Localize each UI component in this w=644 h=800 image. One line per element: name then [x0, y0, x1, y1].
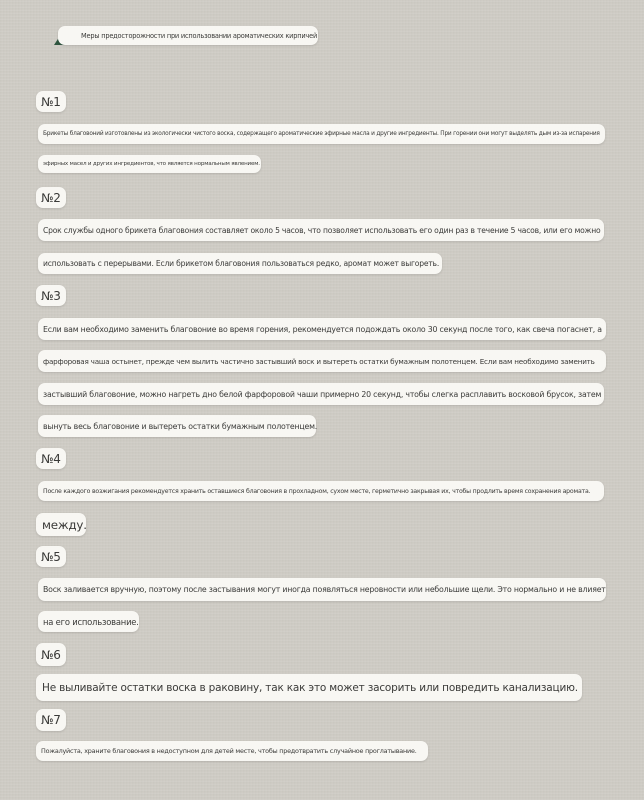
section-number: №5: [36, 546, 66, 567]
section-line: эфирных масел и других ингредиентов, что является нормальным явлением.: [38, 155, 261, 173]
section-line: Воск заливается вручную, поэтому после застывания могут иногда появляться неровности или небольшие щели. Это нормально и не влияет: [38, 578, 606, 601]
page-title: [58, 26, 318, 45]
section-line: Не выливайте остатки воска в раковину, так как это может засорить или повредить канализацию.: [36, 674, 582, 701]
section-line: Если вам необходимо заменить благовоние во время горения, рекомендуется подождать около 30 секунд после того, как свеча погаснет, а: [38, 318, 606, 340]
section-line: застывший благовоние, можно нагреть дно белой фарфоровой чаши примерно 20 секунд, чтобы слегка расплавить восковой брусок, затем: [38, 383, 604, 405]
section-number: №7: [36, 709, 66, 731]
section-line: После каждого возжигания рекомендуется хранить оставшиеся благовония в прохладном, сухом месте, герметично закрывая их, чтобы продлить время сохранения аромата.: [38, 481, 604, 501]
section-line: фарфоровая чаша остынет, прежде чем вылить частично застывший воск и вытереть остатки бумажным полотенцем. Если вам необходимо заменить: [38, 350, 606, 372]
section-line: вынуть весь благовоние и вытереть остатки бумажным полотенцем.: [38, 415, 316, 437]
section-number: №1: [36, 91, 66, 112]
section-line: Срок службы одного брикета благовония составляет около 5 часов, что позволяет использовать его один раз в течение 5 часов, или его можно: [38, 219, 604, 241]
section-line: Пожалуйста, храните благовония в недоступном для детей месте, чтобы предотвратить случайное проглатывание.: [36, 741, 428, 761]
page-title-text: Меры предосторожности при использовании ароматических кирпичей: [81, 31, 318, 40]
section-line: на его использование.: [38, 611, 139, 632]
section-line: между.: [36, 513, 86, 536]
section-line: Брикеты благовоний изготовлены из экологически чистого воска, содержащего ароматические эфирные масла и другие ингредиенты. При горении они могут выделять дым из-за испарения: [38, 124, 605, 144]
section-number: №4: [36, 448, 66, 469]
section-number: №6: [36, 643, 66, 666]
section-number: №2: [36, 187, 66, 208]
section-number: №3: [36, 285, 66, 306]
section-line: использовать с перерывами. Если брикетом благовония пользоваться редко, аромат может выгореть.: [38, 253, 442, 274]
